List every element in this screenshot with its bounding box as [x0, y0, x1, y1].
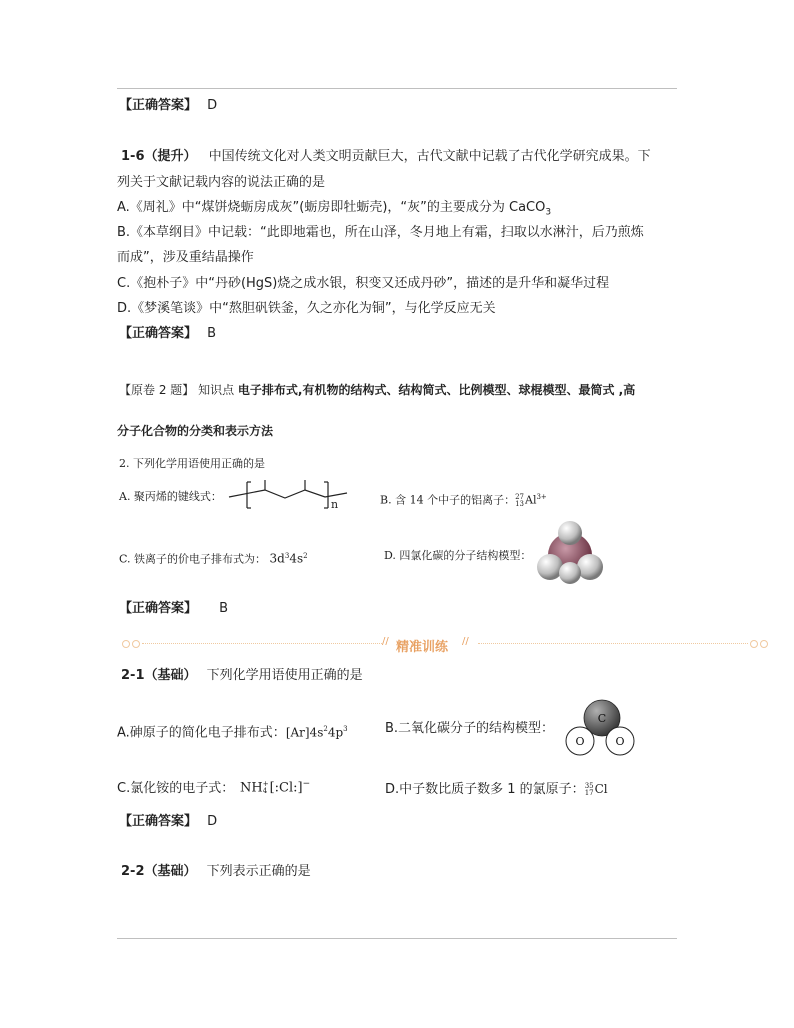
model-carbon-label: C — [597, 712, 607, 725]
answer-line-2-1: 【正确答案】 D — [119, 814, 218, 829]
question-1-6-option-c: C.《抱朴子》中“丹砂(HgS)烧之成水银，积变又还成丹砂”，描述的是升华和凝华过程 — [117, 276, 610, 291]
question-2-1-option-d: D.中子数比质子数多 1 的氯原子：35 17Cl — [385, 781, 608, 797]
answer-line-original: 【正确答案】 B — [119, 601, 229, 616]
original-question-stem: 2. 下列化学用语使用正确的是 — [119, 457, 265, 470]
polymer-degree-n: n — [331, 498, 339, 511]
original-option-a: A. 聚丙烯的键线式： — [119, 490, 222, 503]
original-option-d: D. 四氯化碳的分子结构模型： — [384, 549, 532, 562]
ccl4-space-filling-model — [534, 519, 606, 587]
original-option-c: C. 铁离子的价电子排布式为： $3d^34s^2$ — [119, 551, 308, 566]
question-2-1-option-c: C.氯化铵的电子式： — [117, 781, 235, 796]
banner-dot-left — [122, 640, 130, 648]
original-question-header-line1: 【原卷 2 题】 知识点 电子排布式,有机物的结构式、结构简式、比例模型、球棍模型、最简式 ,高 — [119, 383, 636, 397]
answer-line-1-6: 【正确答案】 B — [119, 326, 217, 341]
banner-dot-left-2 — [132, 640, 140, 648]
question-1-6-option-d: D.《梦溪笔谈》中“熬胆矾铁釜，久之亦化为铜”，与化学反应无关 — [117, 301, 496, 316]
question-1-6-option-b-line2: 而成”，涉及重结晶操作 — [117, 250, 254, 265]
question-1-6-stem-line1: 1-6（提升） 中国传统文化对人类文明贡献巨大，古代文献中记载了古代化学研究成果。下 — [121, 149, 651, 164]
original-question-header-line2: 分子化合物的分类和表示方法 — [117, 424, 274, 438]
banner-ornament-left: // — [382, 636, 389, 647]
question-2-1-option-b: B.二氧化碳分子的结构模型： — [385, 721, 555, 736]
model-oxygen-label-left: O — [575, 735, 585, 748]
model-oxygen-label-right: O — [615, 735, 625, 748]
question-2-1-option-a: A.砷原子的简化电子排布式：$[Ar]4s^24p^3$ — [117, 725, 348, 741]
top-divider — [117, 88, 677, 89]
banner-dot-right-2 — [760, 640, 768, 648]
banner-ornament-right: // — [462, 636, 469, 647]
banner-line-right — [478, 643, 748, 645]
question-2-2-stem: 2-2（基础） 下列表示正确的是 — [121, 864, 311, 879]
question-2-1-stem: 2-1（基础） 下列化学用语使用正确的是 — [121, 668, 363, 683]
bottom-divider — [117, 938, 677, 939]
question-1-6-option-b-line1: B.《本草纲目》中记载：“此即地霜也，所在山泽，冬月地上有霜，扫取以水淋汁，后乃煎炼 — [117, 225, 644, 240]
answer-line-top: 【正确答案】 D — [119, 98, 218, 113]
nh4cl-electron-formula: NH+ 4 [:Cl:]− — [240, 779, 311, 796]
original-option-b: B. 含 14 个中子的铝离子：27 $13Al^{3+}$ — [380, 492, 547, 508]
question-1-6-option-a: A.《周礼》中“煤饼烧蛎房成灰”(蛎房即牡蛎壳)，“灰”的主要成分为 CaCO$_3$ — [117, 200, 552, 218]
banner-title: 精准训练 — [396, 640, 449, 655]
question-1-6-stem-line2: 列关于文献记载内容的说法正确的是 — [117, 175, 326, 190]
banner-line-left — [142, 643, 382, 645]
banner-dot-right — [750, 640, 758, 648]
co2-structure-model — [562, 698, 642, 758]
